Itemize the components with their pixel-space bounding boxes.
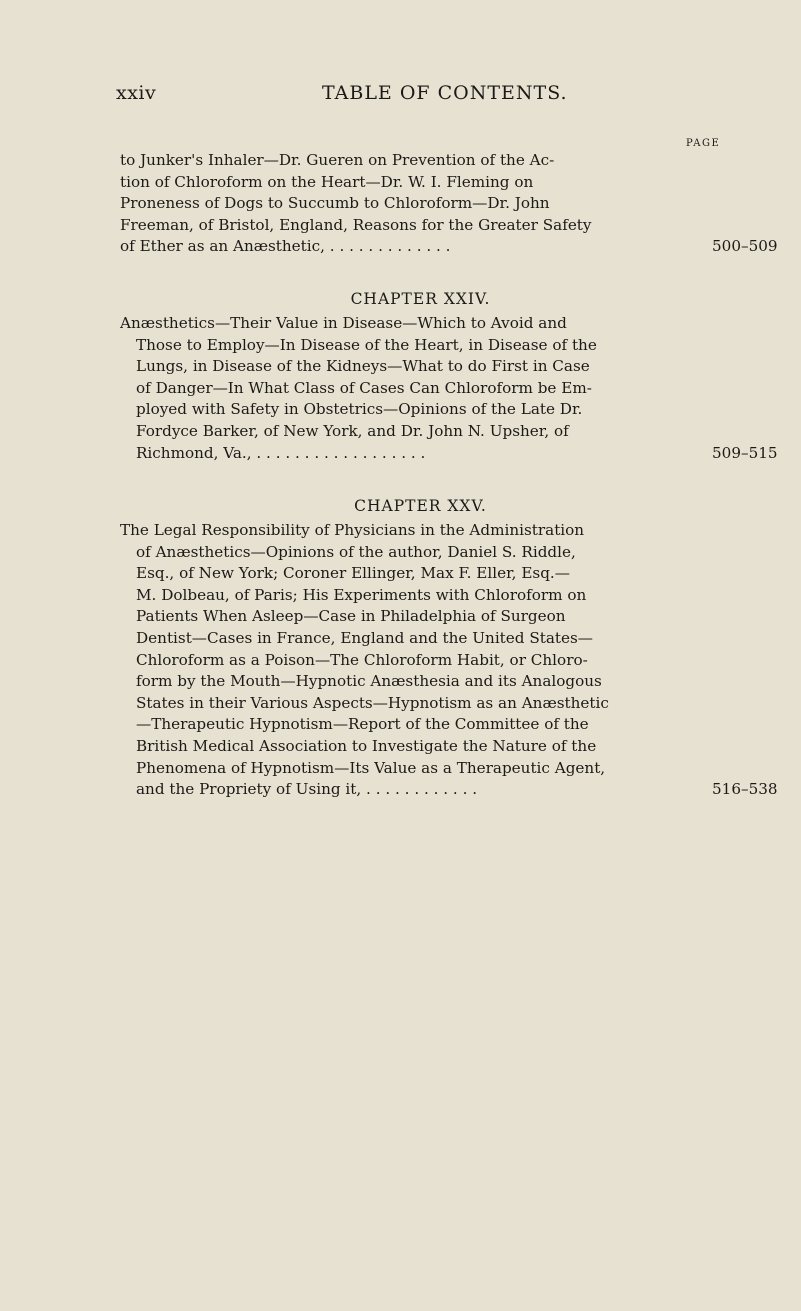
chapter-heading [0, 497, 801, 515]
entry-line: of Ether as an Anæsthetic, . . . . . . . . . . . . . [120, 237, 451, 256]
entry-line: Dentist—Cases in France, England and the United States— [136, 628, 593, 647]
entry-line: form by the Mouth—Hypnotic Anæsthesia and its Analogous [136, 672, 602, 691]
chapter-heading-text: CHAPTER XXIV. [350, 290, 491, 308]
entry-line: and the Propriety of Using it, . . . . . . . . . . . . [136, 780, 478, 799]
entry-line: Fordyce Barker, of New York, and Dr. John N. Upsher, of [136, 421, 569, 440]
entry-line: Chloroform as a Poison—The Chloroform Habit, or Chloro- [136, 650, 588, 669]
entry-line: of Danger—In What Class of Cases Can Chloroform be Em- [136, 378, 592, 397]
entry-line: Phenomena of Hypnotism—Its Value as a Therapeutic Agent, [136, 758, 606, 777]
page-folio: xxiv [116, 82, 157, 104]
entry-line: ployed with Safety in Obstetrics—Opinions of the Late Dr. [136, 400, 583, 419]
entry-line: Richmond, Va., . . . . . . . . . . . . . . . . . . [136, 443, 426, 462]
chapter-heading-text: CHAPTER XXV. [354, 497, 487, 515]
entry-line: Lungs, in Disease of the Kidneys—What to do First in Case [136, 357, 590, 376]
entry-line: of Anæsthetics—Opinions of the author, Daniel S. Riddle, [136, 542, 576, 561]
entry-page-range: 509–515 [712, 443, 778, 462]
toc-entry [120, 313, 778, 464]
toc-entry [120, 150, 778, 258]
entry-line: British Medical Association to Investigate the Nature of the [136, 736, 597, 755]
running-head-title: TABLE OF CONTENTS. [322, 82, 568, 104]
entry-line: Those to Employ—In Disease of the Heart, in Disease of the [136, 335, 597, 354]
running-head [116, 82, 736, 112]
entry-page-range: 500–509 [712, 237, 778, 256]
entry-line: —Therapeutic Hypnotism—Report of the Committee of the [136, 715, 589, 734]
entry-line: States in their Various Aspects—Hypnotism as an Anæsthetic [136, 693, 609, 712]
entry-line: The Legal Responsibility of Physicians in the Administration [120, 521, 585, 539]
entry-line: tion of Chloroform on the Heart—Dr. W. I. Fleming on [120, 172, 534, 191]
toc-entry [120, 520, 778, 801]
entry-line: to Junker's Inhaler—Dr. Gueren on Prevention of the Ac- [120, 151, 555, 169]
page-column-label: PAGE [686, 138, 721, 149]
entry-line: Esq., of New York; Coroner Ellinger, Max F. Eller, Esq.— [136, 564, 570, 583]
chapter-heading [0, 290, 801, 308]
entry-line: Anæsthetics—Their Value in Disease—Which to Avoid and [120, 314, 567, 332]
entry-page-range: 516–538 [712, 780, 778, 799]
entry-line: Proneness of Dogs to Succumb to Chloroform—Dr. John [120, 194, 550, 213]
entry-line: Patients When Asleep—Case in Philadelphia of Surgeon [136, 607, 566, 626]
entry-line: Freeman, of Bristol, England, Reasons for the Greater Safety [120, 215, 592, 234]
entry-line: M. Dolbeau, of Paris; His Experiments with Chloroform on [136, 585, 587, 604]
